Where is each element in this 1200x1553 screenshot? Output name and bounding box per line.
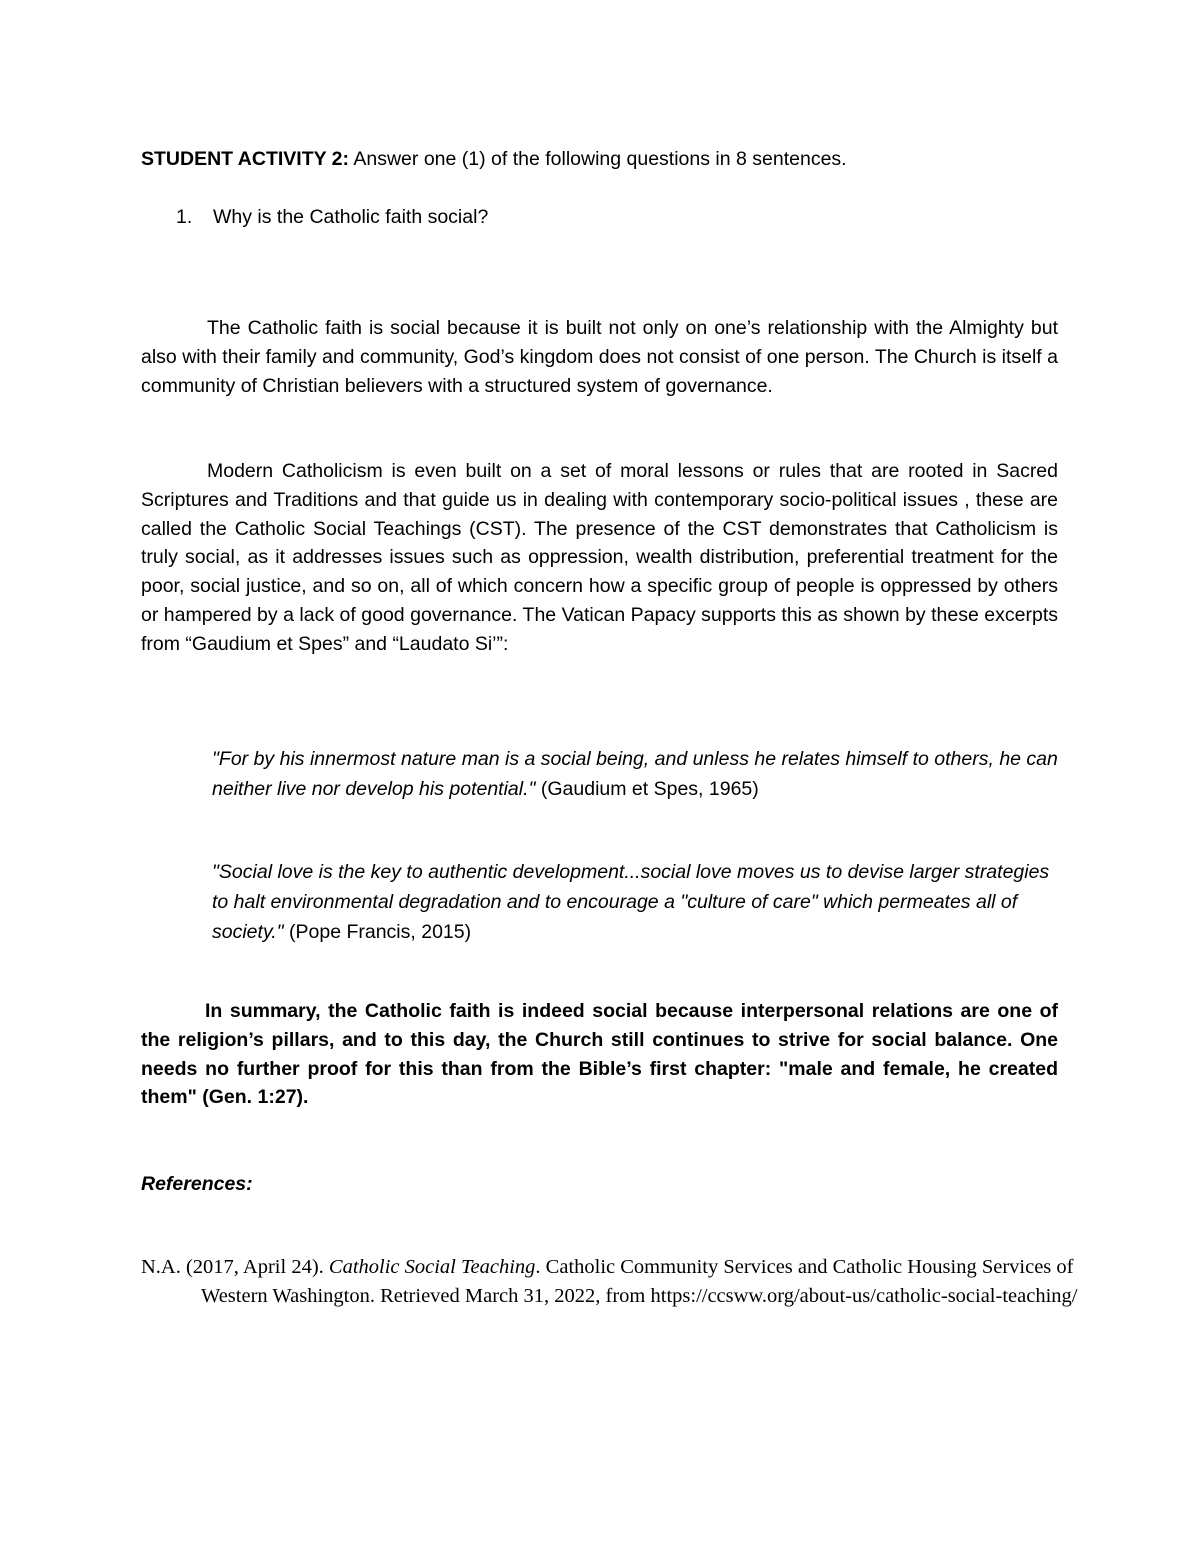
question-number: 1. (176, 206, 193, 228)
activity-label: STUDENT ACTIVITY 2: (141, 148, 350, 170)
reference-title: Catholic Social Teaching (328, 1256, 536, 1278)
paragraph-2-text: Modern Catholicism is even built on a set of moral lessons or rules that are rooted in Sacred Scriptures and Traditions and that guide us in dealing with contemporary socio-political issues , these are called the Catholic Social Teachings (CST). The presence of the CST demonstrates that Catholicism is truly social, as it addresses issues such as oppression, wealth distribution, preferential treatment for the poor, social justice, and so on, all of which concern how a specific group of people is oppressed by others or hampered by a lack of good governance. The Vatican Papacy supports this as shown by these excerpts from “Gaudium et Spes” and “Laudato Si’”: (141, 460, 1058, 655)
quote-pope-francis (212, 857, 1062, 947)
paragraph-1-text: The Catholic faith is social because it is built not only on one’s relationship with the Almighty but also with their family and community, God’s kingdom does not consist of one person. The Church is itself a community of Christian believers with a structured system of governance. (141, 317, 1058, 397)
quote-2-text: "Social love is the key to authentic development...social love moves us to devise larger strategies to halt environmental degradation and to encourage a "culture of care" which permeates all of society." (212, 861, 1050, 943)
reference-rest: . Catholic Community Services and Catholic Housing Services of Western Washington. Retrieved March 31, 2022, from https://ccsww.org/about-us/catholic-social-teaching/ (201, 1256, 1078, 1307)
activity-instruction: Answer one (1) of the following questions in 8 sentences. (349, 148, 847, 170)
paragraph-1 (141, 314, 1058, 400)
references-heading: References: (141, 1173, 253, 1195)
summary-paragraph (141, 997, 1058, 1112)
paragraph-2 (141, 457, 1058, 659)
question-text: Why is the Catholic faith social? (213, 206, 489, 228)
quote-1-citation: (Gaudium et Spes, 1965) (535, 778, 759, 800)
quote-2-citation: (Pope Francis, 2015) (283, 921, 472, 943)
question-item (176, 204, 1056, 230)
reference-author-date: N.A. (2017, April 24). (141, 1256, 329, 1278)
quote-1-text: "For by his innermost nature man is a social being, and unless he relates himself to others, he can neither live nor develop his potential." (212, 748, 1058, 800)
reference-entry (141, 1253, 1101, 1310)
summary-text: In summary, the Catholic faith is indeed social because interpersonal relations are one of the religion’s pillars, and to this day, the Church still continues to strive for social balance. One needs no further proof for this than from the Bible’s first chapter: "male and female, he created them" (Gen. 1:27). (141, 1000, 1058, 1109)
activity-heading (141, 146, 1061, 172)
quote-gaudium-et-spes (212, 744, 1062, 804)
